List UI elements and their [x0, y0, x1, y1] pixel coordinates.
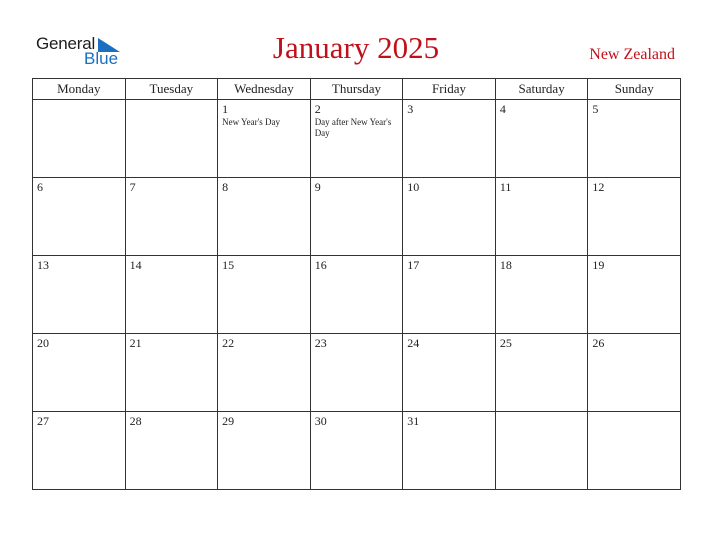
day-cell — [403, 256, 496, 334]
day-cell — [125, 178, 218, 256]
day-cell — [495, 100, 588, 178]
day-number: 25 — [499, 336, 512, 350]
day-number: 24 — [407, 336, 420, 350]
day-cell — [310, 256, 403, 334]
day-number: 9 — [314, 180, 321, 194]
day-cell — [403, 412, 496, 490]
day-cell — [33, 334, 126, 412]
day-cell — [218, 256, 311, 334]
calendar-week-row — [33, 334, 681, 412]
weekday-header: Saturday — [495, 79, 588, 100]
day-cell — [125, 412, 218, 490]
day-cell — [218, 100, 311, 178]
day-cell — [218, 178, 311, 256]
day-cell — [495, 334, 588, 412]
weekday-header: Monday — [33, 79, 126, 100]
day-cell — [588, 334, 681, 412]
day-number: 10 — [407, 180, 420, 194]
day-cell — [403, 178, 496, 256]
logo-text-blue: Blue — [84, 49, 119, 68]
holiday-label: Day after New Year's Day — [314, 117, 392, 138]
day-number: 1 — [222, 102, 229, 116]
day-cell — [588, 100, 681, 178]
day-number: 2 — [314, 102, 321, 116]
day-cell — [588, 256, 681, 334]
day-cell — [310, 412, 403, 490]
weekday-header: Friday — [403, 79, 496, 100]
day-number: 3 — [407, 102, 414, 116]
day-number: 21 — [129, 336, 142, 350]
day-cell — [403, 100, 496, 178]
day-number: 18 — [499, 258, 512, 272]
day-number: 6 — [37, 180, 43, 194]
calendar-grid — [32, 78, 681, 490]
day-number: 31 — [407, 414, 420, 428]
day-cell — [33, 100, 126, 178]
day-number: 26 — [592, 336, 605, 350]
day-number: 19 — [592, 258, 605, 272]
day-number: 7 — [129, 180, 136, 194]
weekday-header: Wednesday — [218, 79, 311, 100]
day-cell — [125, 100, 218, 178]
day-number: 5 — [592, 102, 599, 116]
day-number: 11 — [499, 180, 512, 194]
day-cell — [588, 412, 681, 490]
calendar-week-row — [33, 100, 681, 178]
day-cell — [588, 178, 681, 256]
day-number: 16 — [314, 258, 327, 272]
calendar-title: January 2025 — [272, 30, 440, 65]
day-number: 29 — [222, 414, 235, 428]
day-number: 27 — [37, 414, 49, 428]
day-number: 4 — [499, 102, 506, 116]
day-cell — [33, 178, 126, 256]
day-cell — [310, 100, 403, 178]
calendar-body — [33, 100, 681, 490]
day-cell — [125, 334, 218, 412]
day-cell — [495, 256, 588, 334]
day-cell — [495, 412, 588, 490]
day-cell — [33, 412, 126, 490]
calendar-week-row — [33, 256, 681, 334]
day-number: 14 — [129, 258, 142, 272]
day-number: 15 — [222, 258, 235, 272]
day-number: 22 — [222, 336, 235, 350]
day-number: 28 — [129, 414, 142, 428]
logo-text-general: General — [36, 34, 96, 53]
day-cell — [33, 256, 126, 334]
weekday-header-row — [33, 79, 681, 100]
weekday-header: Sunday — [588, 79, 681, 100]
day-cell — [310, 334, 403, 412]
weekday-header: Thursday — [310, 79, 403, 100]
day-cell — [218, 412, 311, 490]
holiday-label: New Year's Day — [222, 117, 280, 127]
day-cell — [495, 178, 588, 256]
day-number: 23 — [314, 336, 327, 350]
calendar-week-row — [33, 178, 681, 256]
day-cell — [125, 256, 218, 334]
day-number: 13 — [37, 258, 49, 272]
day-cell — [310, 178, 403, 256]
day-cell — [403, 334, 496, 412]
day-number: 20 — [37, 336, 49, 350]
day-number: 8 — [222, 180, 229, 194]
day-number: 12 — [592, 180, 605, 194]
day-number: 30 — [314, 414, 327, 428]
country-label: New Zealand — [589, 46, 675, 63]
calendar-week-row — [33, 412, 681, 490]
day-number: 17 — [407, 258, 420, 272]
day-cell — [218, 334, 311, 412]
weekday-header: Tuesday — [125, 79, 218, 100]
